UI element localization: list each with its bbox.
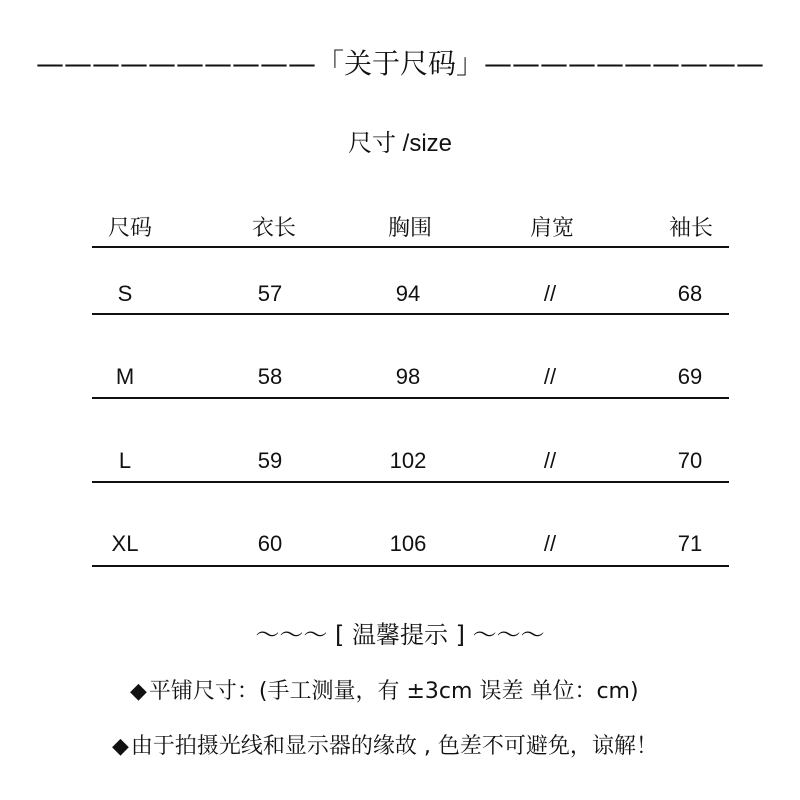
row-s-sleeve: 68	[677, 281, 703, 306]
color-difference-note	[112, 729, 752, 760]
table-row	[0, 281, 800, 311]
row-size-l: L	[118, 448, 132, 473]
row-l-length: 59	[257, 448, 283, 473]
row-size-s: S	[117, 281, 133, 306]
row-m-length: 58	[257, 364, 283, 389]
color-difference-note-text: 由于拍摄光线和显示器的缘故 , 色差不可避免，谅解！	[130, 734, 658, 759]
row-l-sleeve: 70	[677, 448, 703, 473]
table-bottom-rule	[92, 565, 729, 567]
row-xl-sleeve: 71	[677, 531, 703, 556]
row-m-shoulder: //	[543, 364, 557, 389]
row-size-xl: XL	[111, 531, 139, 556]
measurement-note-text: 平铺尺寸：(手工测量，有 ±3cm 误差 单位：cm)	[148, 679, 639, 704]
table-row	[0, 364, 800, 394]
size-table-header	[0, 211, 800, 243]
row-m-chest: 98	[395, 364, 421, 389]
size-section-title: 尺寸 /size	[347, 130, 452, 157]
row-size-m: M	[115, 364, 135, 389]
header-sleeve: 袖长	[668, 215, 714, 240]
header-length: 衣长	[251, 215, 297, 240]
row-s-length: 57	[257, 281, 283, 306]
row-xl-chest: 106	[389, 531, 427, 556]
table-header-rule	[92, 246, 729, 248]
row-s-shoulder: //	[543, 281, 557, 306]
diamond-icon: ◆	[130, 679, 147, 704]
row-s-chest: 94	[395, 281, 421, 306]
warm-tip-title: ～～～ [ 温馨提示 ] ～～～	[255, 621, 545, 649]
row-l-chest: 102	[389, 448, 427, 473]
table-row-rule	[92, 313, 729, 315]
table-row	[0, 448, 800, 478]
row-m-sleeve: 69	[677, 364, 703, 389]
row-l-shoulder: //	[543, 448, 557, 473]
header-title-line: ——————————「关于尺码」——————————	[35, 47, 764, 80]
table-row	[0, 531, 800, 561]
header-size: 尺码	[107, 215, 153, 240]
header-chest: 胸围	[387, 215, 433, 240]
measurement-note	[130, 674, 770, 705]
row-xl-length: 60	[257, 531, 283, 556]
diamond-icon: ◆	[112, 734, 129, 759]
row-xl-shoulder: //	[543, 531, 557, 556]
table-row-rule	[92, 481, 729, 483]
table-row-rule	[92, 397, 729, 399]
header-shoulder: 肩宽	[529, 215, 575, 240]
